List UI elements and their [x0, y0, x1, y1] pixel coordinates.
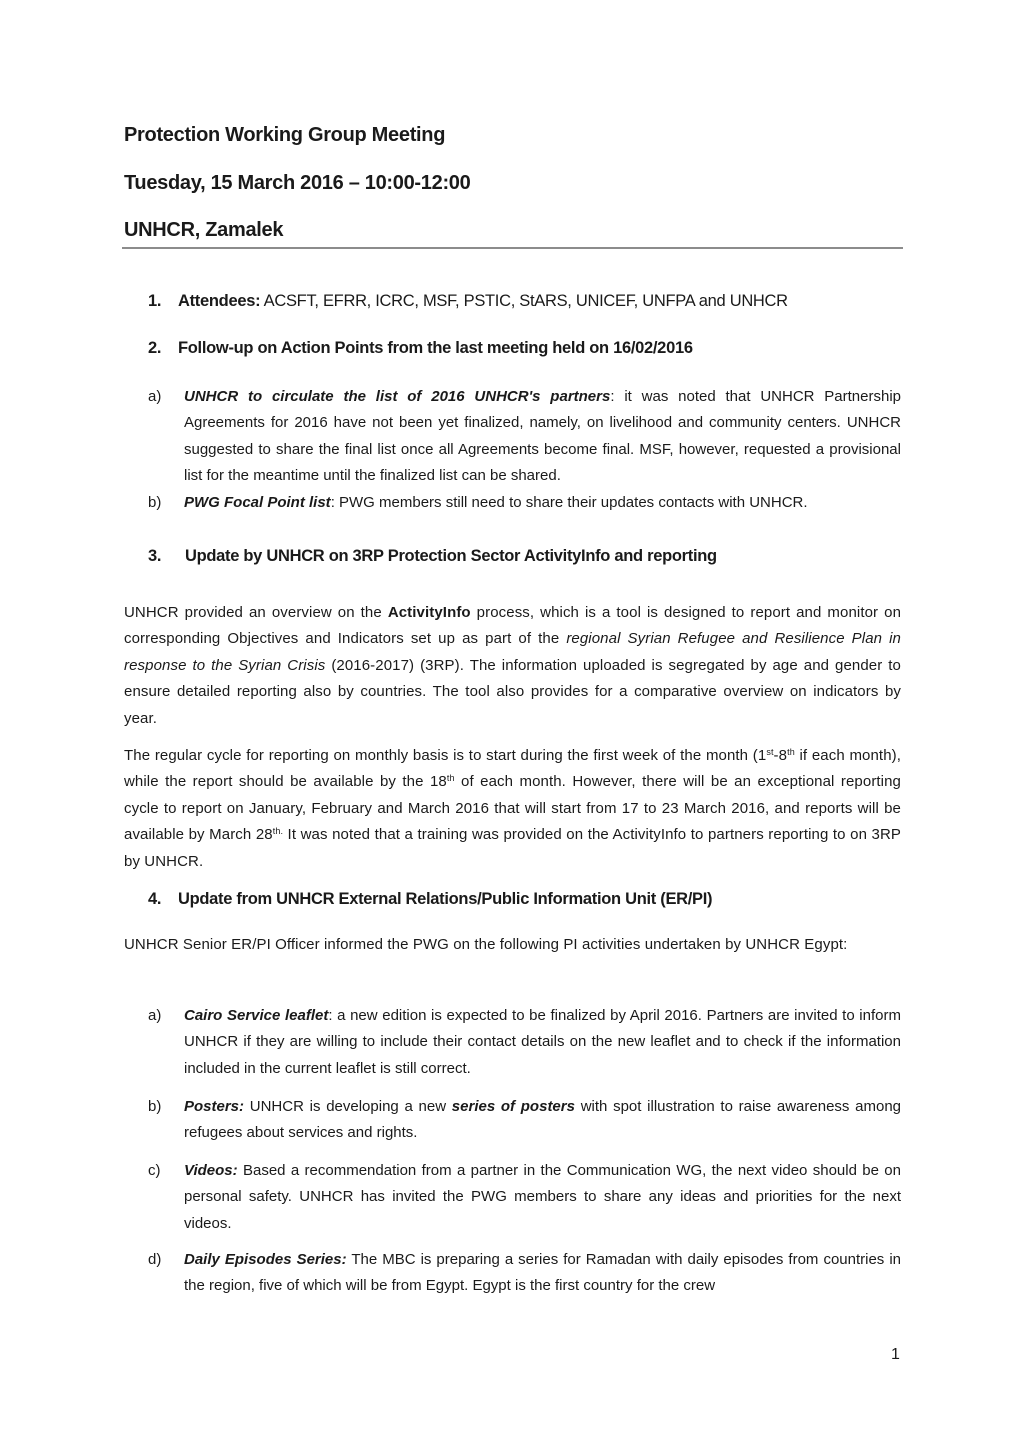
list-item [148, 1158, 901, 1237]
text-run: UNHCR provided an overview on the [124, 604, 388, 621]
paragraph [124, 600, 901, 732]
item-text [184, 1158, 901, 1237]
item-text [184, 490, 901, 516]
item-title: Cairo Service leaflet [184, 1007, 329, 1024]
list-item [148, 1003, 901, 1082]
section-title: Update by UNHCR on 3RP Protection Sector ActivityInfo and reporting [185, 547, 717, 565]
meeting-location: UNHCR, Zamalek [124, 219, 284, 241]
item-body: Based a recommendation from a partner in the Communication WG, the next video should be on personal safety. UNHCR has invited the PWG members to share any ideas and priorities for the next videos. [184, 1162, 901, 1232]
item-title: Posters: [184, 1098, 245, 1115]
list-item [148, 384, 901, 490]
item-label: b) [148, 494, 162, 511]
item-emphasis: series of posters [451, 1098, 575, 1115]
text-run: regional Syrian Refugee and Resilience Plan in response to the Syrian Crisis [124, 630, 901, 674]
attendees-list: ACSFT, EFRR, ICRC, MSF, PSTIC, StARS, UNICEF, UNFPA and UNHCR [260, 292, 788, 310]
item-label: c) [148, 1162, 161, 1179]
page-number: 1 [891, 1346, 900, 1363]
superscript: th. [272, 826, 284, 837]
item-label: a) [148, 1007, 162, 1024]
item-title: Videos: [184, 1162, 238, 1179]
section-heading-erpi [148, 890, 712, 909]
section-number: 4. [148, 890, 162, 908]
text-run: It was noted that a training was provided on the ActivityInfo to partners reporting to on 3RP by UNHCR. [124, 826, 901, 870]
list-item [148, 490, 901, 516]
list-item [148, 1094, 901, 1147]
meeting-title: Protection Working Group Meeting [124, 124, 446, 146]
section-heading-activityinfo [148, 547, 717, 566]
superscript: th [787, 747, 795, 757]
section-title: Follow-up on Action Points from the last meeting held on 16/02/2016 [178, 339, 693, 357]
text-run: if each month), while the report should be available by the 18 [124, 747, 902, 791]
item-title: PWG Focal Point list [184, 494, 331, 511]
item-text [184, 1003, 901, 1082]
paragraph [124, 743, 901, 875]
attendees-label: Attendees: [178, 292, 261, 310]
item-body: UNHCR is developing a new [244, 1098, 452, 1115]
section-attendees [148, 292, 788, 311]
list-item [148, 1247, 901, 1300]
superscript: th [446, 773, 455, 784]
item-text [184, 1094, 901, 1147]
meeting-date: Tuesday, 15 March 2016 – 10:00-12:00 [124, 172, 471, 194]
item-body: The MBC is preparing a series for Ramadan with daily episodes from countries in the region, five of which will be from Egypt. Egypt is the first country for the crew [184, 1251, 901, 1295]
item-title: Daily Episodes Series: [184, 1251, 347, 1268]
section-number: 2. [148, 339, 162, 357]
header-divider [122, 247, 903, 249]
section-title: Update from UNHCR External Relations/Public Information Unit (ER/PI) [178, 890, 713, 908]
item-label: d) [148, 1251, 162, 1268]
item-title: UNHCR to circulate the list of 2016 UNHCR's partners [184, 388, 611, 405]
paragraph: UNHCR Senior ER/PI Officer informed the PWG on the following PI activities undertaken by UNHCR Egypt: [124, 936, 848, 953]
superscript: st [766, 747, 774, 757]
section-number: 3. [148, 547, 162, 565]
item-label: a) [148, 388, 162, 405]
section-number: 1. [148, 292, 162, 310]
item-body: with spot illustration to raise awareness among refugees about services and rights. [184, 1098, 902, 1142]
text-run: (2016-2017) (3RP). The information uploaded is segregated by age and gender to ensure detailed reporting also by countries. The tool also provides for a comparative overview on indicators by year. [124, 656, 901, 727]
item-text [184, 384, 901, 490]
text-run: of each month. However, there will be an exceptional reporting cycle to report on January, February and March 2016 that will start from 17 to 23 March 2016, and reports will be available by March 28 [124, 773, 902, 844]
text-run: ActivityInfo [387, 604, 471, 621]
text-run: process, which is a tool is designed to report and monitor on corresponding Objectives and Indicators set up as part of the [124, 604, 902, 648]
item-body: : it was noted that UNHCR Partnership Agreements for 2016 have not been yet finalized, namely, on livelihood and community centers. UNHCR suggested to share the final list once all Agreements become final. MSF, however, requested a provisional list for the meantime until the finalized list can be shared. [184, 388, 902, 485]
item-body: : PWG members still need to share their updates contacts with UNHCR. [330, 494, 808, 511]
item-label: b) [148, 1098, 162, 1115]
section-heading-followup [148, 339, 693, 358]
text-run: The regular cycle for reporting on monthly basis is to start during the first week of the month (1 [124, 747, 767, 764]
text-run: -8 [773, 747, 788, 764]
item-text [184, 1247, 901, 1300]
item-body: : a new edition is expected to be finalized by April 2016. Partners are invited to inform UNHCR if they are willing to include their contact details on the new leaflet and to check if the information included in the current leaflet is still correct. [184, 1007, 901, 1077]
